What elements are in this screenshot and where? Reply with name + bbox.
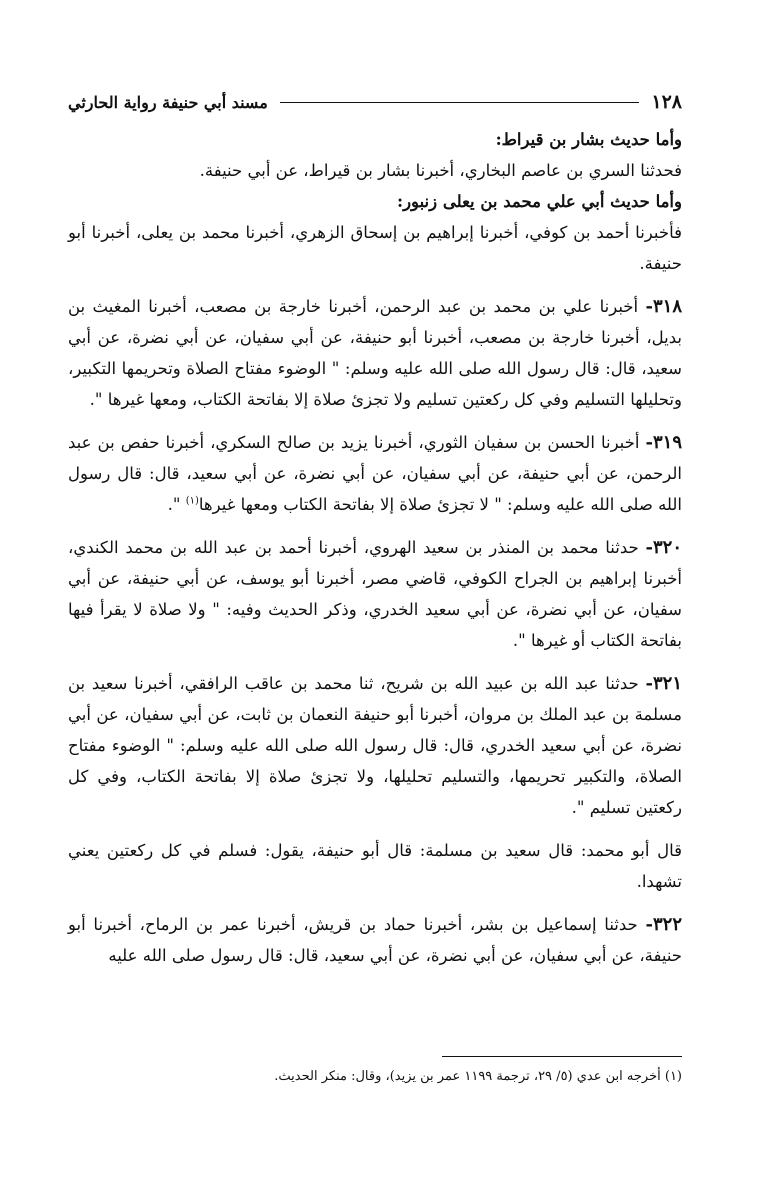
hadith-text: حدثنا محمد بن المنذر بن سعيد الهروي، أخبرنا أحمد بن عبد الله بن محمد الكندي، أخبرنا إبراهيم بن الجراح الكوفي، قاضي مصر، أخبرنا أبو يوسف، عن أبي حنيفة، عن أبي سفيان، عن أبي نضرة، عن أبي سعيد الخدري، وذكر الحديث وفيه: " ولا صلاة لا يقرأ فيها بفاتحة الكتاب أو غيرها ". — [68, 538, 682, 650]
hadith-text-end: ". — [167, 495, 186, 514]
hadith-paragraph — [68, 909, 682, 971]
hadith-paragraph — [68, 532, 682, 656]
page-number: ١٢٨ — [651, 91, 682, 113]
hadith-number: ٣١٩- — [645, 432, 682, 453]
hadith-number: ٣٢٠- — [645, 537, 682, 558]
page-header — [68, 86, 682, 118]
running-title: مسند أبي حنيفة رواية الحارثي — [68, 92, 268, 112]
hadith-text: حدثنا عبد الله بن عبيد الله بن شريح، ثنا محمد بن عاقب الرافقي، أخبرنا سعيد بن مسلمة بن عبد الملك بن مروان، أخبرنا أبو حنيفة النعمان بن ثابت، عن أبي سفيان، عن أبي نضرة، عن أبي سعيد الخدري، قال: قال رسول الله صلى الله عليه وسلم: " الوضوء مفتاح الصلاة، والتكبير تحريمها، والتسليم تحليلها، ولا تجزئ صلاة إلا بفاتحة الكتاب، وفي كل ركعتين تسليم ". — [68, 674, 682, 817]
hadith-text: أخبرنا الحسن بن سفيان الثوري، أخبرنا يزيد بن صالح السكري، أخبرنا حفص بن عبد الرحمن، عن أبي حنيفة، عن أبي سفيان، عن أبي نضرة، عن أبي سعيد، قال: قال رسول الله صلى الله عليه وسلم: " لا تجزئ صلاة إلا بفاتحة الكتاب ومعها غيرها — [68, 433, 682, 514]
footnote: (١) أخرجه ابن عدي (٥/ ٢٩، ترجمة ١١٩٩ عمر بن يزيد)، وقال: منكر الحديث. — [274, 1069, 682, 1084]
hadith-paragraph — [68, 427, 682, 520]
book-page — [68, 86, 682, 1146]
hadith-number: ٣٢٢- — [645, 914, 682, 935]
section-heading: وأما حديث بشار بن قيراط: — [495, 130, 682, 149]
paragraph: فأخبرنا أحمد بن كوفي، أخبرنا إبراهيم بن إسحاق الزهري، أخبرنا محمد بن يعلى، أخبرنا أبو حنيفة. — [68, 223, 682, 273]
hadith-number: ٣٢١- — [645, 673, 682, 694]
hadith-text: أخبرنا علي بن محمد بن عبد الرحمن، أخبرنا خارجة بن مصعب، أخبرنا المغيث بن بديل، أخبرنا خارجة بن مصعب، أخبرنا أبو حنيفة، عن أبي سفيان، عن أبي نضرة، عن أبي سعيد، قال: قال رسول الله صلى الله عليه وسلم: " الوضوء مفتاح الصلاة وتحريمها التكبير، وتحليلها التسليم وفي كل ركعتين تسليم ولا تجزئ صلاة إلا بفاتحة الكتاب، ومعها غيرها ". — [68, 297, 682, 409]
hadith-paragraph — [68, 291, 682, 415]
footnote-reference[interactable]: (١) — [185, 495, 199, 507]
section-heading: وأما حديث أبي علي محمد بن يعلى زنبور: — [396, 192, 682, 211]
hadith-text: حدثنا إسماعيل بن بشر، أخبرنا حماد بن قريش، أخبرنا عمر بن الرماح، أخبرنا أبو حنيفة، عن أبي سفيان، عن أبي نضرة، عن أبي سعيد، قال: قال رسول صلى الله عليه — [68, 915, 682, 965]
hadith-number: ٣١٨- — [645, 296, 682, 317]
paragraph: فحدثنا السري بن عاصم البخاري، أخبرنا بشار بن قيراط، عن أبي حنيفة. — [199, 161, 682, 180]
paragraph: قال أبو محمد: قال سعيد بن مسلمة: قال أبو حنيفة، يقول: فسلم في كل ركعتين يعني تشهدا. — [68, 841, 682, 891]
hadith-paragraph — [68, 668, 682, 823]
header-rule — [280, 102, 640, 103]
footnote-rule — [442, 1056, 682, 1057]
